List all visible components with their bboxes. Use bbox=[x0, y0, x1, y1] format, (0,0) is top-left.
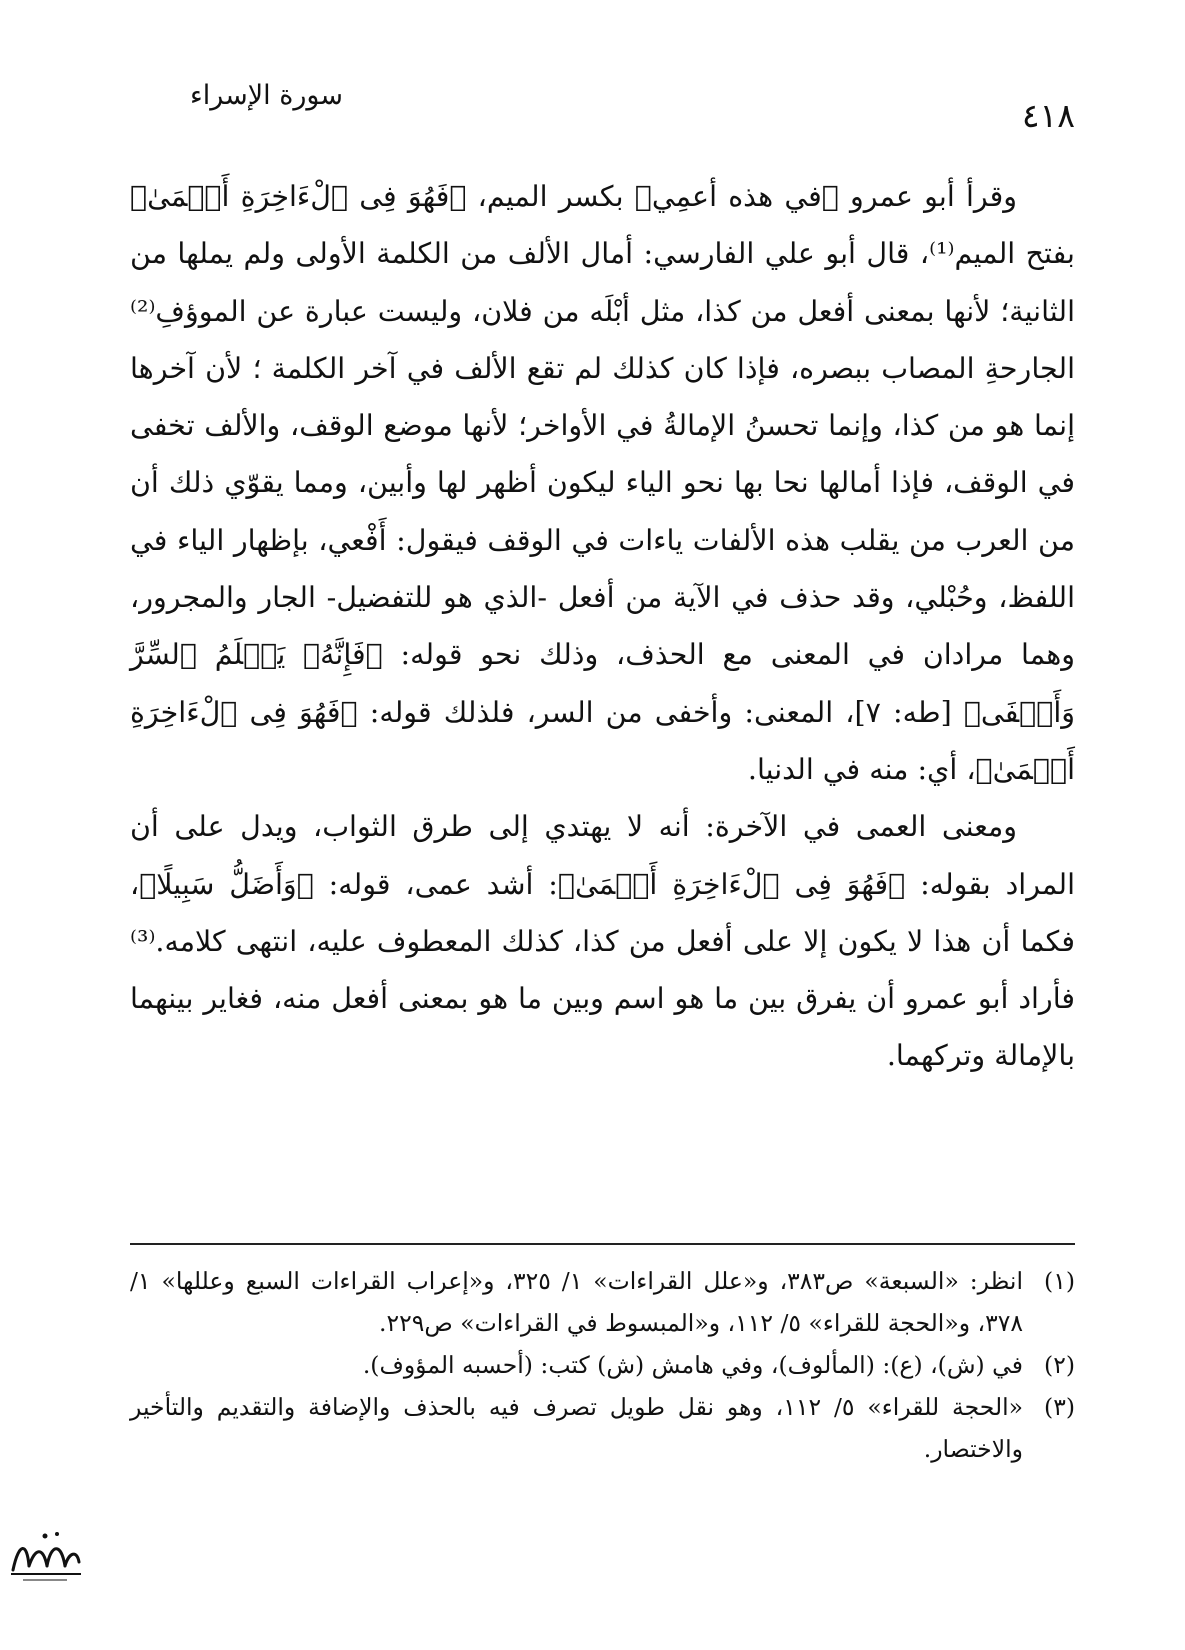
surah-title: سورة الإسراء bbox=[190, 80, 343, 111]
paragraph-2: ومعنى العمى في الآخرة: أنه لا يهتدي إلى طرق الثواب، ويدل على أن المراد بقوله: ﴿فَهُوَ فِى ٱلْءَاخِرَةِ أَعۡمَىٰ﴾: أشد عمى، قوله: ﴿وَأَضَلُّ سَبِيلًا﴾، فكما أن هذا لا يكون إلا على أفعل من كذا، كذلك المعطوف عليه، انتهى كلامه.⁽³⁾ فأراد أبو عمرو أن يفرق بين ما هو اسم وبين ما هو بمعنى أفعل منه، فغاير بينهما بالإمالة وتركهما. bbox=[130, 810, 1075, 1073]
footnote-number: (٢) bbox=[1044, 1351, 1075, 1379]
main-text bbox=[130, 168, 1075, 1085]
publisher-logo-icon bbox=[5, 1522, 85, 1592]
footnote-1 bbox=[130, 1260, 1075, 1344]
page-header bbox=[150, 78, 1075, 138]
footnote-number: (٣) bbox=[1044, 1393, 1075, 1421]
footnote-text: انظر: «السبعة» ص٣٨٣، و«علل القراءات» ١/ ٣٢٥، و«إعراب القراءات السبع وعللها» ١/ ٣٧٨، و«الحجة للقراء» ٥/ ١١٢، و«المبسوط في القراءات» ص٢٢٩. bbox=[130, 1267, 1023, 1337]
paragraph-1: وقرأ أبو عمرو ﴿في هذه أعمِي﴾ بكسر الميم، ﴿فَهُوَ فِى ٱلْءَاخِرَةِ أَعۡمَىٰ﴾ بفتح الميم⁽¹⁾، قال أبو علي الفارسي: أمال الألف من الكلمة الأولى ولم يملها من الثانية؛ لأنها بمعنى أفعل من كذا، مثل أبْلَه من فلان، وليست عبارة عن الموؤفِ⁽²⁾ الجارحةِ المصاب ببصره، فإذا كان كذلك لم تقع الألف في آخر الكلمة ؛ لأن آخرها إنما هو من كذا، وإنما تحسنُ الإمالةُ في الأواخر؛ لأنها موضع الوقف، والألف تخفى في الوقف، فإذا أمالها نحا بها نحو الياء ليكون أظهر لها وأبين، ومما يقوّي ذلك أن من العرب من يقلب هذه الألفات ياءات في الوقف فيقول: أَفْعي، بإظهار الياء في اللفظ، وحُبْلي، وقد حذف في الآية من أفعل -الذي هو للتفضيل- الجار والمجرور، وهما مرادان في المعنى مع الحذف، وذلك نحو قوله: ﴿فَإِنَّهُۥ يَعۡلَمُ ٱلسِّرَّ وَأَخۡفَى﴾ [طه: ٧]، المعنى: وأخفى من السر، فلذلك قوله: ﴿فَهُوَ فِى ٱلْءَاخِرَةِ أَعۡمَىٰ﴾، أي: منه في الدنيا. bbox=[130, 180, 1075, 786]
footnotes bbox=[130, 1260, 1075, 1470]
footnote-3 bbox=[130, 1386, 1075, 1470]
footnote-text: في (ش)، (ع): (المألوف)، وفي هامش (ش) كتب: (أحسبه المؤوف). bbox=[362, 1351, 1023, 1379]
footnote-divider bbox=[130, 1243, 1075, 1245]
footnote-text: «الحجة للقراء» ٥/ ١١٢، وهو نقل طويل تصرف فيه بالحذف والإضافة والتقديم والتأخير والاختصار. bbox=[130, 1393, 1024, 1463]
footnote-2 bbox=[130, 1344, 1075, 1386]
page-number: ٤١٨ bbox=[1021, 96, 1075, 135]
footnote-number: (١) bbox=[1044, 1267, 1075, 1295]
